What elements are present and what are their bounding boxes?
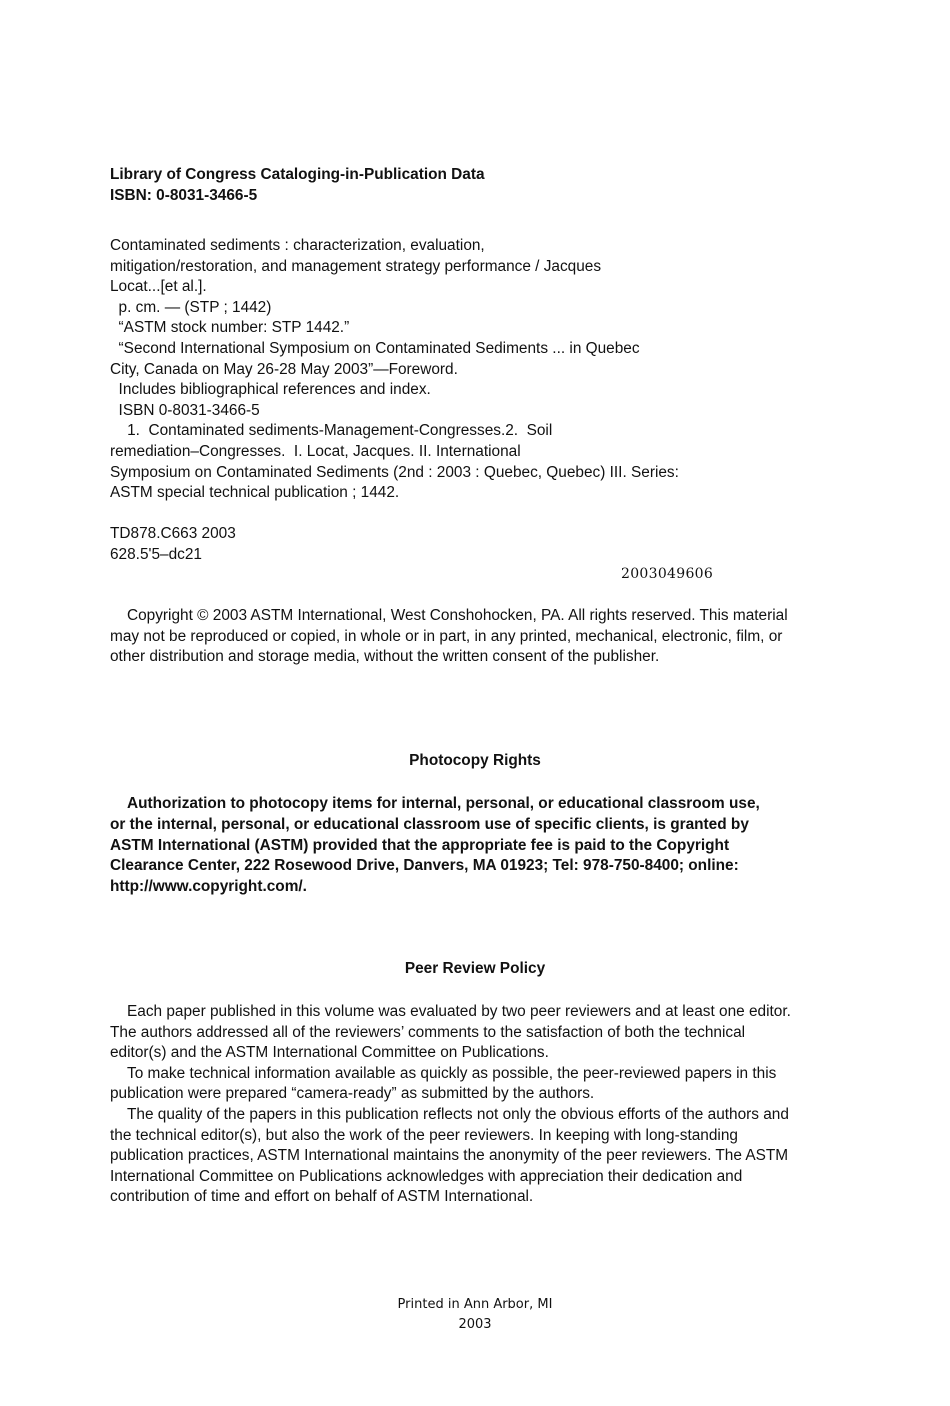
dewey-number: 628.5'5–dc21 [110,545,202,563]
cip-line: Locat...[et al.]. [110,278,207,296]
cip-line: Symposium on Contaminated Sediments (2nd : 2003 : Quebec, Quebec) III. Series: [110,463,679,481]
cip-isbn: ISBN: 0-8031-3466-5 [110,187,258,204]
peer-review-line: International Committee on Publications acknowledges with appreciation their dedication and [110,1167,743,1185]
call-number: TD878.C663 2003 [110,525,236,542]
cip-record [110,236,830,504]
cip-line: ASTM special technical publication ; 1442. [110,484,400,502]
cip-line: remediation–Congresses. I. Locat, Jacques. II. International [110,442,521,460]
peer-review-line: editor(s) and the ASTM International Committee on Publications. [110,1044,549,1062]
printed-location: Printed in Ann Arbor, MI [397,1297,553,1312]
photocopy-line: ASTM International (ASTM) provided that the appropriate fee is paid to the Copyright [110,836,730,854]
photocopy-line: http://www.copyright.com/. [110,878,307,896]
photocopy-line: Clearance Center, 222 Rosewood Drive, Danvers, MA 01923; Tel: 978-750-8400; online: [110,857,739,875]
cip-line: ISBN 0-8031-3466-5 [110,401,260,419]
cip-header [110,164,830,206]
copyright-line: other distribution and storage media, without the written consent of the publisher. [110,648,660,666]
cip-line: City, Canada on May 26-28 May 2003”—Foreword. [110,360,458,378]
copyright-line: Copyright © 2003 ASTM International, West Conshohocken, PA. All rights reserved. This material [127,607,788,624]
lccn-number: 2003049606 [621,566,714,582]
peer-review-line: the technical editor(s), but also the work of the peer reviewers. In keeping with long-standing [110,1126,738,1144]
cip-line: 1. Contaminated sediments-Management-Congresses.2. Soil [110,422,553,440]
peer-review-line: publication were prepared “camera-ready” as submitted by the authors. [110,1085,595,1103]
copyright-notice [110,606,840,668]
peer-review-line: Each paper published in this volume was evaluated by two peer reviewers and at least one editor. [127,1003,791,1020]
cip-line: Contaminated sediments : characterization, evaluation, [110,237,485,254]
cip-line: “ASTM stock number: STP 1442.” [110,319,350,337]
photocopy-rights-text [110,794,830,898]
copyright-line: may not be reproduced or copied, in whole or in part, in any printed, mechanical, electronic, film, or [110,627,783,645]
peer-review-line: publication practices, ASTM International maintains the anonymity of the peer reviewers. The ASTM [110,1147,789,1165]
cip-title: Library of Congress Cataloging-in-Publication Data [110,166,485,183]
peer-review-line: The quality of the papers in this publication reflects not only the obvious efforts of the authors and [127,1105,789,1123]
cip-line: “Second International Symposium on Contaminated Sediments ... in Quebec [110,339,640,357]
cip-line: mitigation/restoration, and management strategy performance / Jacques [110,257,602,275]
peer-review-text [110,1002,850,1208]
classification-numbers [110,524,830,565]
printed-year: 2003 [458,1317,492,1332]
peer-review-line: The authors addressed all of the reviewers’ comments to the satisfaction of both the technical [110,1023,746,1041]
peer-review-line: To make technical information available as quickly as possible, the peer-reviewed papers in this [127,1064,777,1082]
peer-review-heading: Peer Review Policy [404,960,546,977]
photocopy-line: or the internal, personal, or educational classroom use of specific clients, is granted by [110,815,749,833]
photocopy-line: Authorization to photocopy items for internal, personal, or educational classroom use, [127,795,760,812]
cip-line: p. cm. — (STP ; 1442) [110,298,272,316]
photocopy-rights-heading: Photocopy Rights [409,752,541,769]
cip-line: Includes bibliographical references and index. [110,381,431,399]
peer-review-line: contribution of time and effort on behalf of ASTM International. [110,1188,534,1206]
